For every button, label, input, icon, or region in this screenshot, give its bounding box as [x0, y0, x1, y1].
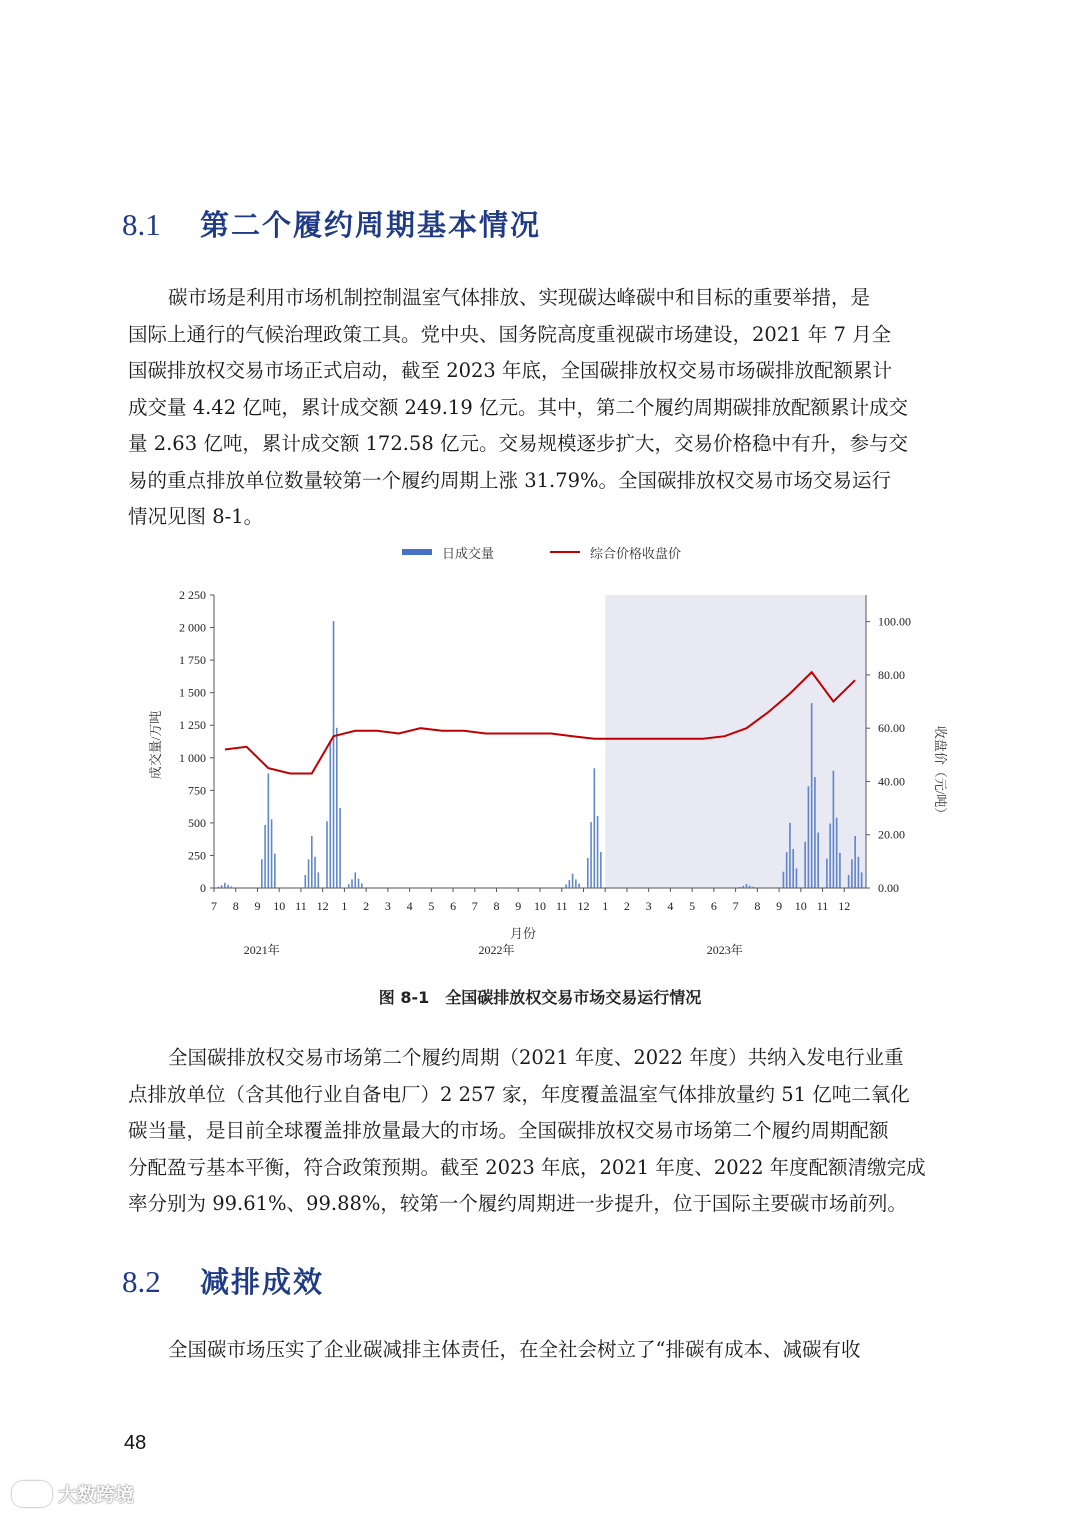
section-title: 第二个履约周期基本情况 [200, 208, 542, 242]
volume-bar [572, 874, 574, 888]
x-tick-label: 7 [471, 899, 478, 913]
x-tick-label: 8 [754, 899, 761, 913]
x-tick-label: 4 [667, 899, 674, 913]
y-axis-left-label: 成交量/万吨 [148, 710, 163, 780]
y-axis-right-label: 收盘价（元/吨） [933, 725, 948, 821]
volume-bar [597, 816, 599, 888]
volume-bar [578, 884, 580, 888]
x-tick-label: 10 [534, 899, 546, 913]
y-left-tick-label: 500 [188, 815, 206, 830]
y-right-tick-label: 100.00 [878, 614, 911, 629]
x-tick-label: 11 [816, 899, 829, 913]
watermark-text: 大数跨境 [58, 1484, 135, 1506]
plot-area [179, 588, 911, 957]
shaded-period [605, 595, 866, 888]
x-tick-label: 10 [794, 899, 807, 913]
y-left-tick-label: 250 [188, 848, 206, 863]
paragraph-intro [128, 280, 960, 536]
paragraph-line: 情况见图 8-1。 [128, 505, 264, 528]
volume-bar [786, 852, 788, 888]
y-left-tick-label: 750 [188, 783, 206, 798]
legend-bar-swatch [402, 549, 432, 555]
volume-bar [274, 854, 276, 888]
y-left-tick-label: 1 500 [179, 685, 206, 700]
x-tick-label: 2 [363, 899, 370, 913]
x-tick-label: 8 [493, 899, 500, 913]
volume-bar [783, 872, 785, 888]
x-tick-label: 12 [316, 899, 329, 913]
x-tick-label: 6 [450, 899, 457, 913]
volume-bar [326, 821, 328, 888]
x-tick-label: 11 [555, 899, 568, 913]
watermark [12, 1480, 134, 1507]
volume-bar [851, 859, 853, 888]
section-heading-8-1 [122, 203, 541, 244]
x-axis-label: 月份 [509, 926, 537, 941]
y-left-tick-label: 2 250 [179, 588, 206, 602]
x-tick-label: 7 [732, 899, 739, 913]
volume-bar [231, 886, 233, 888]
volume-bar [318, 872, 320, 888]
paragraph-emission-reduction [128, 1332, 960, 1369]
volume-bar [348, 884, 350, 888]
volume-bar [264, 825, 266, 888]
watermark-logo-icon [12, 1481, 52, 1507]
volume-bar [600, 852, 602, 888]
paragraph-line: 全国碳排放权交易市场第二个履约周期（2021 年度、2022 年度）共纳入发电行业重 [168, 1046, 904, 1069]
volume-bar [746, 884, 748, 888]
volume-bar [861, 872, 863, 888]
section-number: 8.1 [122, 207, 161, 242]
volume-bar [752, 887, 754, 888]
year-label: 2022年 [478, 943, 515, 957]
volume-bar [804, 842, 806, 888]
volume-bar [829, 824, 831, 888]
x-tick-label: 3 [384, 899, 391, 913]
x-tick-label: 5 [689, 899, 696, 913]
x-tick-label: 1 [602, 899, 609, 913]
volume-bar [333, 621, 335, 888]
volume-bar [271, 819, 273, 888]
volume-bar [224, 883, 226, 888]
volume-bar [311, 836, 313, 888]
y-right-tick-label: 20.00 [878, 827, 905, 842]
volume-bar [848, 875, 850, 888]
volume-bar [314, 857, 316, 888]
year-label: 2023年 [706, 943, 743, 957]
volume-bar [749, 886, 751, 888]
x-tick-label: 9 [254, 899, 261, 913]
volume-bar [742, 886, 744, 888]
paragraph-line: 量 2.63 亿吨，累计成交额 172.58 亿元。交易规模逐步扩大，交易价格稳中有升，参与交 [128, 432, 908, 455]
volume-bar [839, 853, 841, 888]
paragraph-line: 全国碳市场压实了企业碳减排主体责任，在全社会树立了“排碳有成本、减碳有收 [168, 1338, 861, 1361]
y-right-tick-label: 80.00 [878, 667, 905, 682]
volume-bar [218, 887, 220, 888]
volume-bar [739, 887, 741, 888]
legend-line-label: 综合价格收盘价 [590, 546, 682, 561]
x-tick-label: 6 [710, 899, 717, 913]
y-right-tick-label: 60.00 [878, 721, 905, 736]
x-tick-label: 12 [838, 899, 851, 913]
paragraph-line: 国碳排放权交易市场正式启动，截至 2023 年底，全国碳排放权交易市场碳排放配额累计 [128, 359, 893, 382]
volume-bar [351, 879, 353, 888]
x-tick-label: 10 [273, 899, 286, 913]
paragraph-line: 碳当量，是目前全球覆盖排放量最大的市场。全国碳排放权交易市场第二个履约周期配额 [128, 1119, 889, 1142]
x-tick-label: 2 [623, 899, 630, 913]
x-tick-label: 7 [211, 899, 217, 913]
volume-bar [308, 859, 310, 888]
volume-bar [569, 880, 571, 888]
x-tick-label: 8 [232, 899, 239, 913]
figure-caption: 图 8-1 全国碳排放权交易市场交易运行情况 [378, 988, 702, 1007]
y-left-tick-label: 1 000 [179, 750, 206, 765]
volume-bar [565, 884, 567, 888]
paragraph-line: 分配盈亏基本平衡，符合政策预期。截至 2023 年底，2021 年度、2022 年度配额清缴完成 [128, 1155, 926, 1179]
volume-bar [590, 822, 592, 888]
paragraph-line: 成交量 4.42 亿吨，累计成交额 249.19 亿元。其中，第二个履约周期碳排放配额累计成交 [128, 395, 908, 419]
x-tick-label: 1 [341, 899, 348, 913]
volume-bar [594, 768, 596, 888]
y-left-tick-label: 2 000 [179, 620, 206, 635]
y-right-tick-label: 0.00 [878, 881, 899, 895]
volume-bar [792, 849, 794, 888]
volume-bar [836, 818, 838, 888]
y-right-tick-label: 40.00 [878, 774, 905, 789]
volume-bar [227, 885, 229, 888]
paragraph-line: 国际上通行的气候治理政策工具。党中央、国务院高度重视碳市场建设，2021 年 7 月全 [128, 322, 892, 346]
x-tick-label: 9 [515, 899, 522, 913]
volume-bar [221, 885, 223, 888]
volume-bar [358, 879, 360, 888]
x-tick-label: 4 [406, 899, 413, 913]
paragraph-line: 率分别为 99.61%、99.88%，较第一个履约周期进一步提升，位于国际主要碳市场前列。 [128, 1192, 907, 1215]
volume-bar [796, 868, 798, 888]
volume-bar [587, 858, 589, 888]
volume-bar [789, 823, 791, 888]
section-number: 8.2 [122, 1264, 161, 1299]
volume-bar [811, 703, 813, 888]
volume-bar [826, 859, 828, 888]
volume-bar [808, 786, 810, 888]
volume-bar [833, 771, 835, 888]
year-label: 2021年 [243, 943, 280, 957]
volume-bar [354, 872, 356, 888]
y-left-tick-label: 1 750 [179, 653, 206, 668]
volume-bar [361, 883, 363, 888]
paragraph-line: 点排放单位（含其他行业自备电厂）2 257 家，年度覆盖温室气体排放量约 51 亿吨二氧化 [128, 1082, 910, 1106]
x-tick-label: 11 [295, 899, 307, 913]
volume-bar [575, 879, 577, 888]
x-tick-label: 9 [776, 899, 783, 913]
paragraph-line: 碳市场是利用市场机制控制温室气体排放、实现碳达峰碳中和目标的重要举措，是 [168, 286, 871, 309]
y-left-tick-label: 0 [200, 881, 206, 895]
section-heading-8-2 [122, 1260, 324, 1301]
trading-chart [140, 535, 960, 975]
volume-bar [261, 859, 263, 888]
page-number: 48 [124, 1432, 147, 1454]
volume-bar [336, 728, 338, 888]
volume-bar [858, 857, 860, 888]
section-title: 减排成效 [200, 1265, 325, 1299]
chart-legend [402, 546, 681, 561]
x-tick-label: 5 [428, 899, 435, 913]
legend-bar-label: 日成交量 [442, 546, 495, 561]
volume-bar [814, 777, 816, 888]
x-tick-label: 3 [645, 899, 652, 913]
volume-bar [817, 833, 819, 888]
paragraph-line: 易的重点排放单位数量较第一个履约周期上涨 31.79%。全国碳排放权交易市场交易运行 [128, 468, 892, 492]
volume-bar [268, 773, 270, 888]
paragraph-second-cycle [128, 1040, 960, 1223]
y-left-tick-label: 1 250 [179, 718, 206, 733]
volume-bar [329, 741, 331, 888]
volume-bar [304, 875, 306, 888]
x-tick-label: 12 [577, 899, 590, 913]
volume-bar [339, 808, 341, 888]
volume-bar [854, 836, 856, 888]
